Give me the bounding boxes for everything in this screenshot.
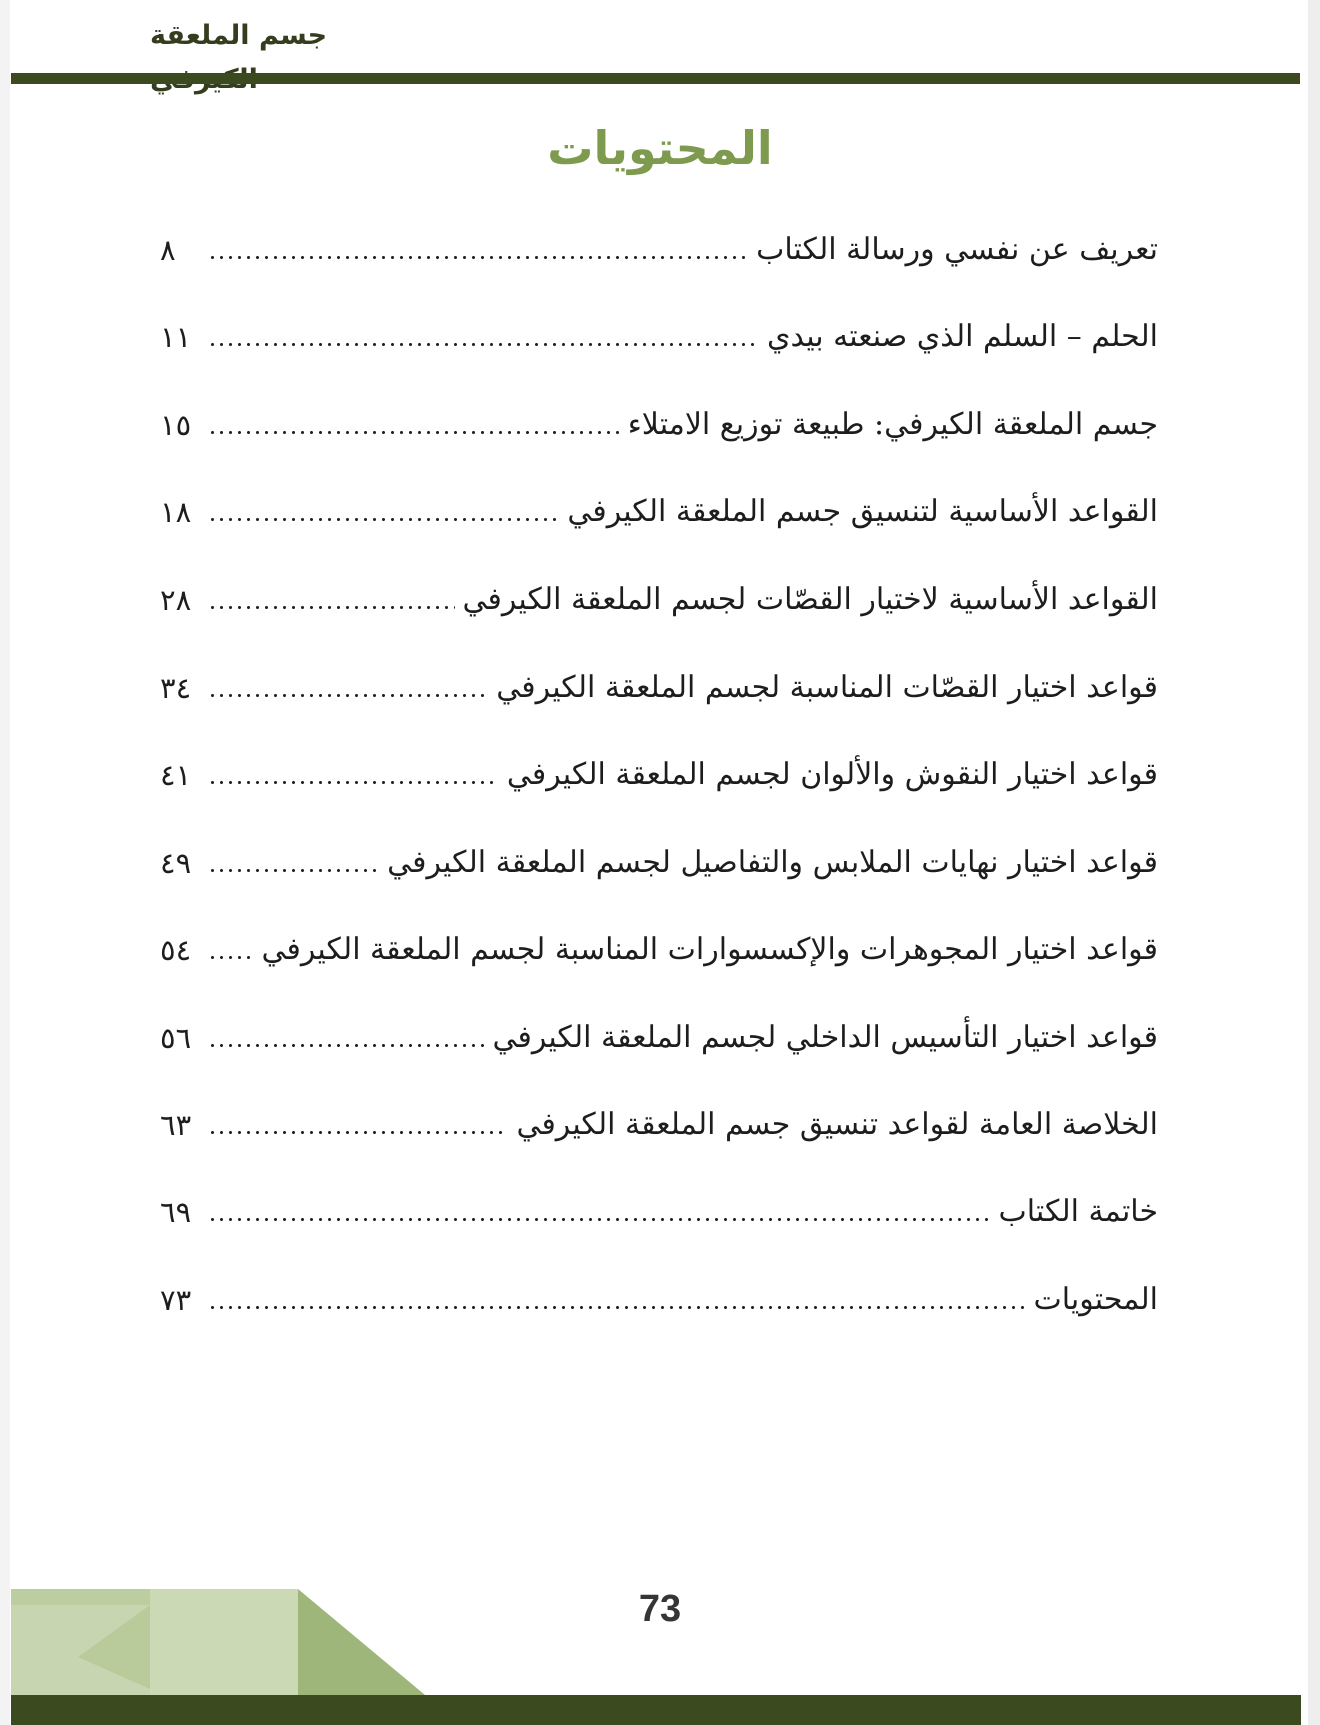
toc-entry-page: ٤١ bbox=[160, 758, 192, 792]
toc-entry[interactable] bbox=[160, 1272, 1158, 1328]
toc-entry-label: القواعد الأساسية لاختيار القصّات لجسم الملعقة الكيرفي bbox=[462, 582, 1158, 617]
toc-entry[interactable] bbox=[160, 572, 1158, 628]
toc-entry[interactable] bbox=[160, 309, 1158, 365]
toc-entry-page: ٧٣ bbox=[160, 1283, 192, 1317]
toc-entry-label: خاتمة الكتاب bbox=[998, 1194, 1158, 1229]
toc-entry-label: قواعد اختيار المجوهرات والإكسسوارات المناسبة لجسم الملعقة الكيرفي bbox=[261, 932, 1158, 967]
dot-leader bbox=[208, 431, 620, 434]
toc-entry-label: القواعد الأساسية لتنسيق جسم الملعقة الكيرفي bbox=[567, 494, 1158, 529]
toc-entry-label: جسم الملعقة الكيرفي: طبيعة توزيع الامتلاء bbox=[627, 407, 1158, 442]
toc-entry[interactable] bbox=[160, 660, 1158, 716]
dot-leader bbox=[208, 1218, 991, 1221]
toc-entry[interactable] bbox=[160, 397, 1158, 453]
toc-entry-label: الخلاصة العامة لقواعد تنسيق جسم الملعقة الكيرفي bbox=[516, 1107, 1158, 1142]
toc-entry-page: ٤٩ bbox=[160, 846, 192, 880]
toc-entry-label: قواعد اختيار القصّات المناسبة لجسم الملعقة الكيرفي bbox=[496, 670, 1158, 705]
page-number: 73 bbox=[638, 1588, 682, 1630]
toc-entry-label: قواعد اختيار نهايات الملابس والتفاصيل لجسم الملعقة الكيرفي bbox=[387, 845, 1158, 880]
toc-entry-page: ٣٤ bbox=[160, 671, 192, 705]
toc-entry-page: ٦٣ bbox=[160, 1108, 192, 1142]
dot-leader bbox=[208, 1306, 1026, 1309]
toc-entry-label: تعريف عن نفسي ورسالة الكتاب bbox=[756, 232, 1158, 267]
toc-entry[interactable] bbox=[160, 1010, 1158, 1066]
toc-entry-page: ٨ bbox=[160, 233, 176, 267]
footer-rule bbox=[11, 1695, 1301, 1725]
dot-leader bbox=[208, 956, 254, 959]
dot-leader bbox=[208, 606, 455, 609]
toc-entry-page: ١٥ bbox=[160, 408, 192, 442]
toc-entry-label: المحتويات bbox=[1033, 1282, 1158, 1317]
toc-entry[interactable] bbox=[160, 922, 1158, 978]
dot-leader bbox=[208, 256, 748, 259]
toc-entry[interactable] bbox=[160, 835, 1158, 891]
toc-entry-label: قواعد اختيار التأسيس الداخلي لجسم الملعقة الكيرفي bbox=[492, 1020, 1158, 1055]
toc-entry[interactable] bbox=[160, 222, 1158, 278]
toc-entry-page: ١٨ bbox=[160, 495, 192, 529]
dot-leader bbox=[208, 1131, 508, 1134]
dot-leader bbox=[208, 343, 759, 346]
toc-title: المحتويات bbox=[547, 121, 773, 175]
dot-leader bbox=[208, 694, 488, 697]
dot-leader bbox=[208, 1044, 484, 1047]
toc-entry-page: ٥٤ bbox=[160, 933, 192, 967]
running-header: جسم الملعقة bbox=[150, 20, 328, 51]
toc-entry[interactable] bbox=[160, 747, 1158, 803]
toc-entry[interactable] bbox=[160, 1097, 1158, 1153]
toc-entry[interactable] bbox=[160, 484, 1158, 540]
toc-entry-page: ٥٦ bbox=[160, 1021, 192, 1055]
toc-entry-page: ٢٨ bbox=[160, 583, 192, 617]
dot-leader bbox=[208, 518, 559, 521]
toc-entry-label: الحلم – السلم الذي صنعته بيدي bbox=[766, 319, 1158, 354]
toc-entry-page: ٦٩ bbox=[160, 1195, 192, 1229]
dot-leader bbox=[208, 781, 499, 784]
toc-entry-label: قواعد اختيار النقوش والألوان لجسم الملعقة الكيرفي bbox=[506, 757, 1158, 792]
toc-entry-page: ١١ bbox=[160, 320, 192, 354]
dot-leader bbox=[208, 869, 379, 872]
toc-entry[interactable] bbox=[160, 1184, 1158, 1240]
